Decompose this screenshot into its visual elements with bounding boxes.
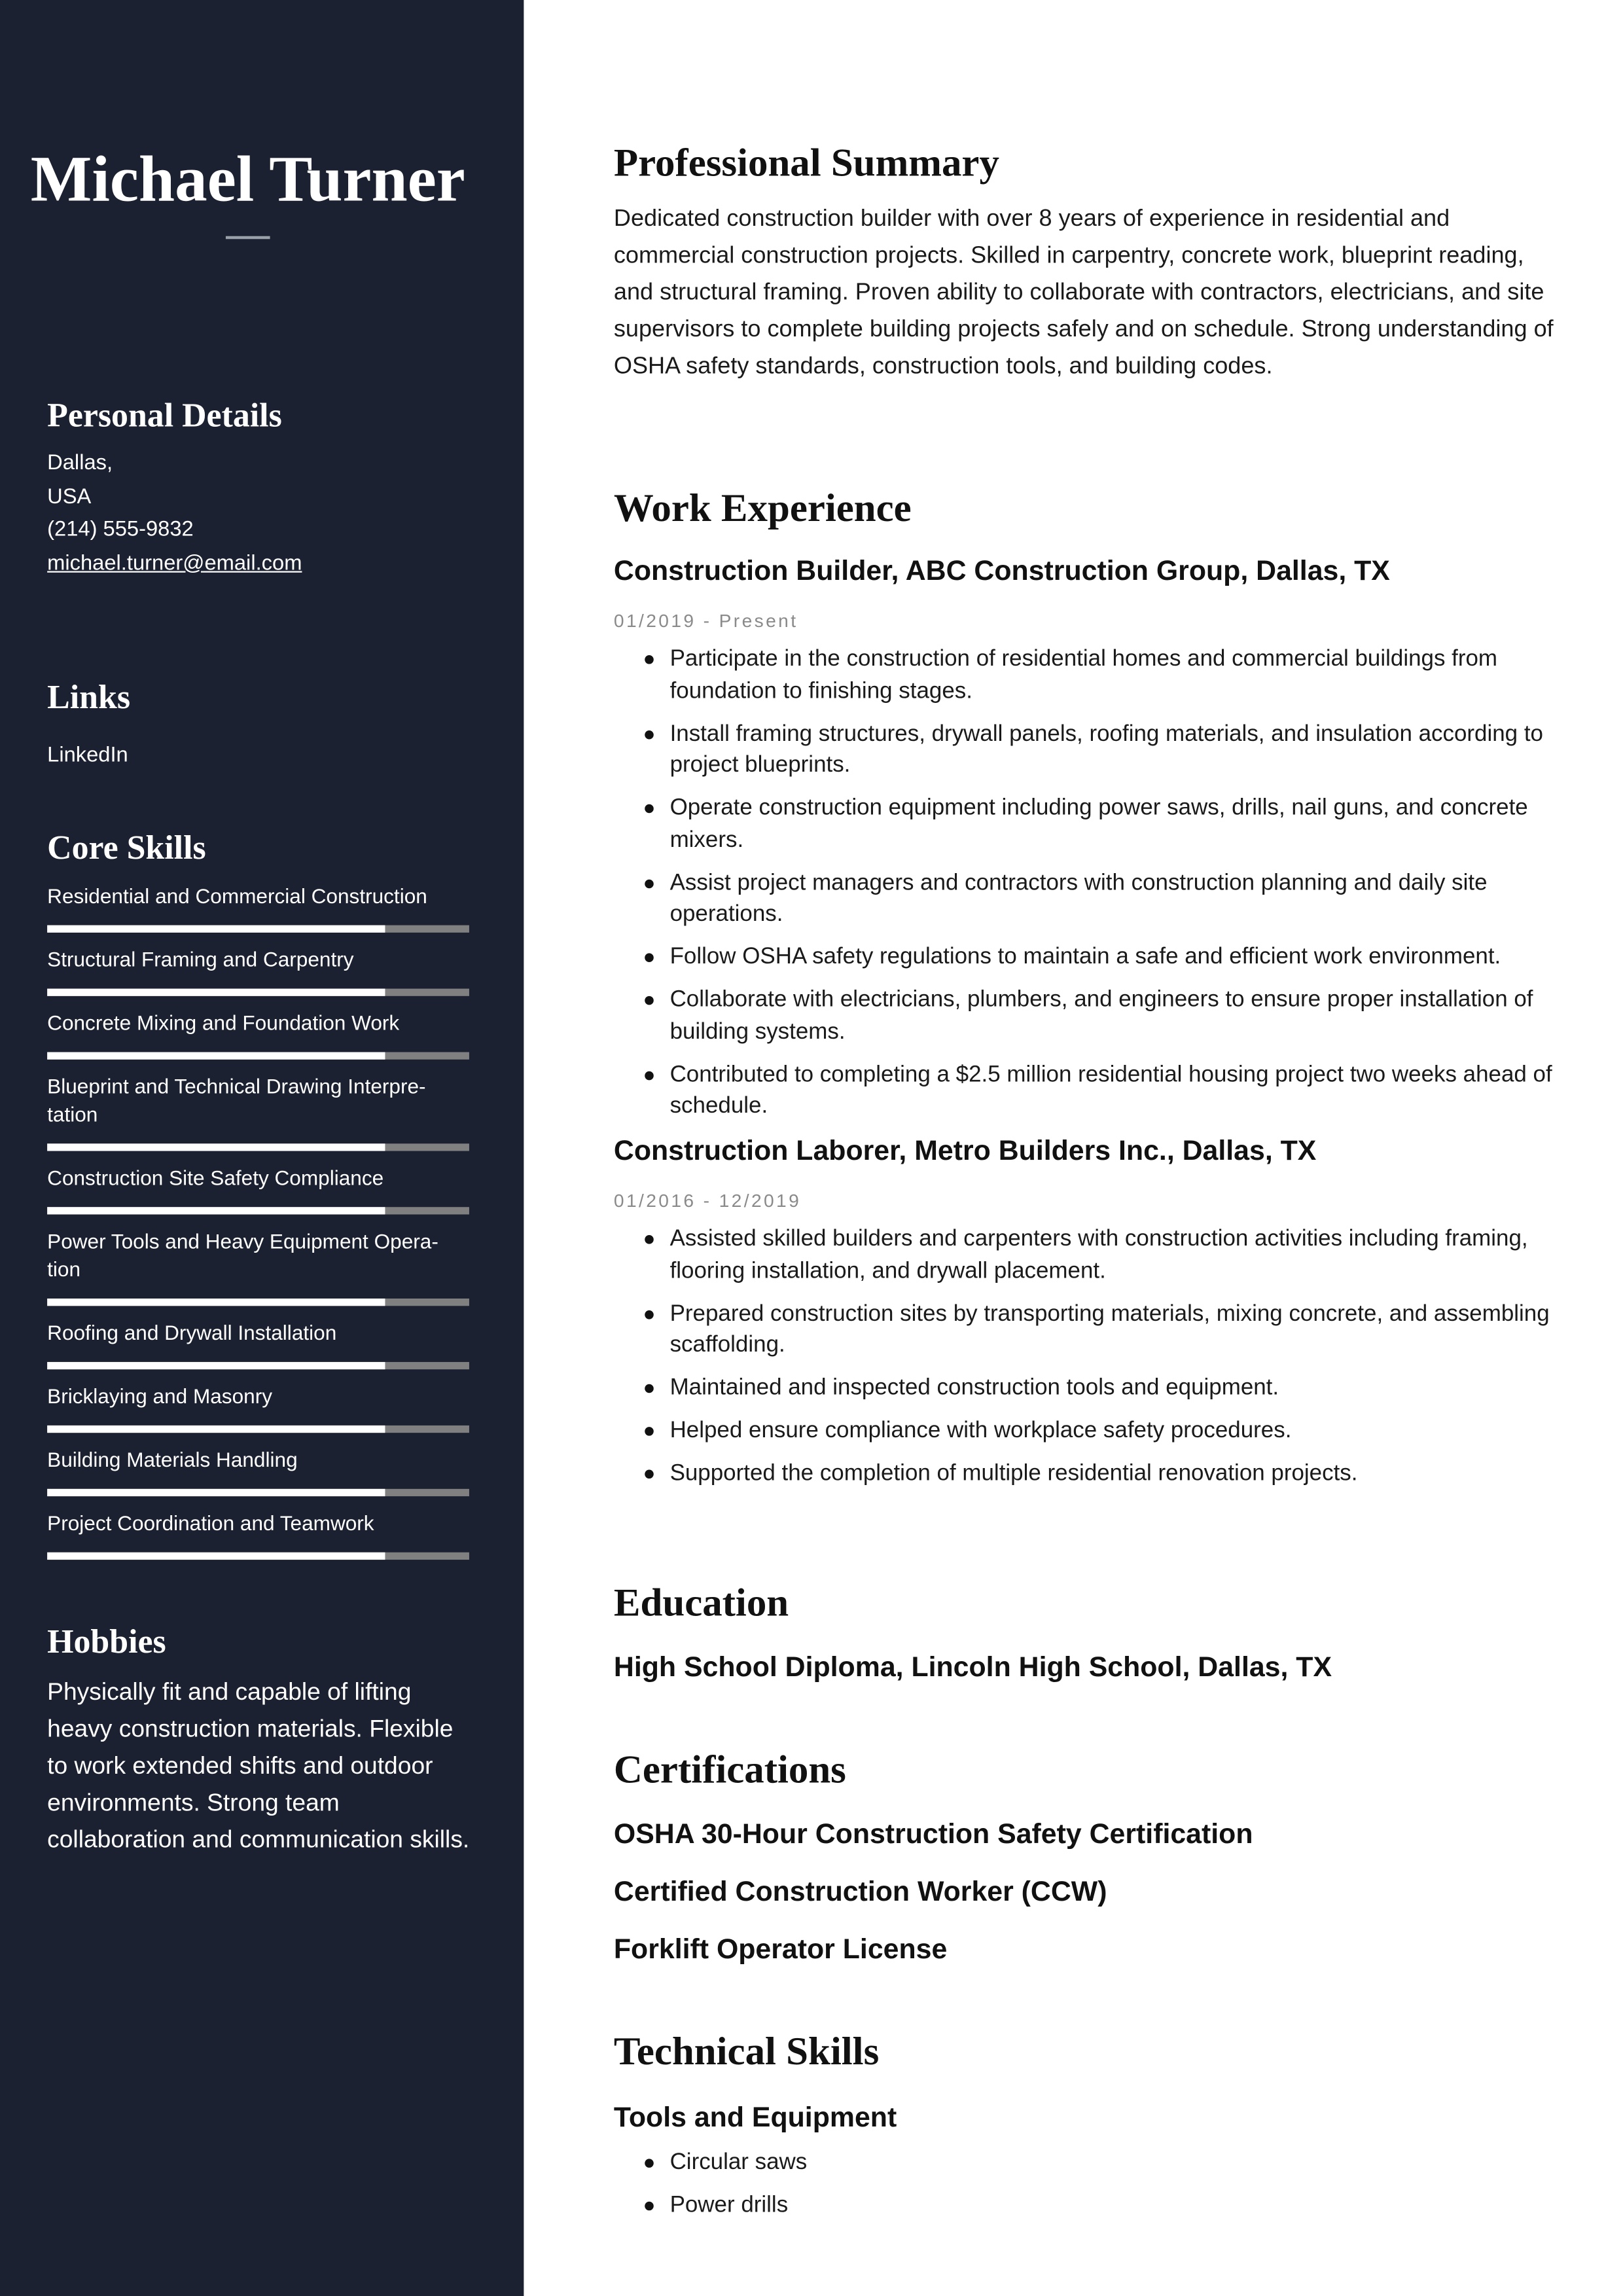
list-item [614, 718, 1558, 781]
bullet-icon [645, 655, 654, 664]
skill-item [47, 1383, 469, 1433]
tools-list [614, 2147, 1558, 2221]
technical-skills [614, 2100, 1558, 2233]
personal-details-heading: Personal Details [47, 397, 282, 434]
job-dates: 01/2019 - Present [613, 611, 798, 632]
skill-item [47, 1228, 469, 1306]
summary-text: Dedicated construction builder with over 8 years of experience in residential and commercial construction projects. Skilled in carpentry, concrete work, blueprint reading, and structural framing. Proven ability to collaborate with contractors, electricians, and site supervisors to complete building projects safely and on schedule. Strong understanding of OSHA safety standards, construction tools, and building codes. [613, 206, 1554, 379]
job-entry [614, 1133, 1558, 1489]
job-title: Construction Builder, ABC Construction Group, Dallas, TX [613, 556, 1390, 588]
list-item-text: Power drills [669, 2193, 789, 2218]
certifications-heading: Certifications [613, 1747, 846, 1792]
certification-entry: Certified Construction Worker (CCW) [613, 1876, 1107, 1909]
email-link[interactable]: michael.turner@email.com [47, 551, 302, 575]
list-item-text: Install framing structures, drywall panels, roofing materials, and insulation according to project blueprints. [669, 721, 1543, 778]
list-item-text: Assisted skilled builders and carpenters with construction activities including framing, flooring installation, and drywall placement. [669, 1226, 1528, 1283]
technical-skills-heading: Technical Skills [613, 2028, 880, 2073]
bullet-icon [645, 879, 654, 888]
skill-label: Building Materials Handling [47, 1447, 298, 1471]
skill-level-bar [47, 925, 469, 933]
skill-item [47, 1009, 469, 1060]
list-item [614, 1458, 1558, 1489]
education-entry: High School Diploma, Lincoln High School, Dallas, TX [613, 1653, 1332, 1684]
list-item-text: Contributed to completing a $2.5 million residential housing project two weeks ahead of schedule. [669, 1062, 1552, 1119]
skill-item [47, 882, 469, 933]
skill-level-bar [47, 1426, 469, 1433]
skill-label: Residential and Commercial Construction [47, 884, 427, 908]
phone: (214) 555-9832 [47, 518, 194, 542]
skill-label: Project Coordination and Teamwork [47, 1511, 374, 1535]
skill-label: Roofing and Drywall Installation [47, 1320, 337, 1344]
skill-level-fill [47, 1362, 385, 1369]
list-item-text: Participate in the construction of residential homes and commercial buildings from foundation to finishing stages. [669, 646, 1498, 704]
bullet-icon [645, 2159, 654, 2168]
bullet-icon [645, 953, 654, 962]
list-item-text: Maintained and inspected construction tools and equipment. [669, 1375, 1279, 1401]
sidebar [0, 0, 524, 2296]
personal-details [47, 447, 302, 580]
list-item [614, 1059, 1558, 1122]
job-entry [614, 553, 1558, 1122]
list-item [614, 1223, 1558, 1287]
job-bullets [614, 643, 1558, 1122]
certifications-list [614, 1816, 1558, 1989]
list-item [614, 1372, 1558, 1404]
skill-item [47, 1073, 469, 1151]
skill-level-fill [47, 1426, 385, 1433]
skill-level-fill [47, 925, 385, 933]
skill-level-fill [47, 1552, 385, 1560]
list-item-text: Follow OSHA safety regulations to maintain a safe and efficient work environment. [669, 944, 1501, 970]
skill-level-fill [47, 1143, 385, 1151]
summary-heading: Professional Summary [613, 140, 999, 185]
city: Dallas, [47, 451, 113, 475]
skill-level-bar [47, 989, 469, 996]
list-item-text: Supported the completion of multiple residential renovation projects. [669, 1460, 1358, 1486]
list-item-text: Assist project managers and contractors with construction planning and daily site operations. [669, 870, 1488, 927]
education-heading: Education [613, 1580, 789, 1625]
hobbies-heading: Hobbies [47, 1623, 166, 1660]
skill-level-fill [47, 1052, 385, 1059]
bullet-icon [645, 1470, 654, 1479]
bullet-icon [645, 1235, 654, 1244]
skill-level-fill [47, 1489, 385, 1496]
list-item [614, 793, 1558, 856]
work-experience-heading: Work Experience [613, 485, 912, 530]
bullet-icon [645, 730, 654, 739]
list-item [614, 2147, 1558, 2178]
skill-level-fill [47, 1207, 385, 1214]
job-bullets [614, 1223, 1558, 1490]
education-list [614, 1650, 1558, 1708]
tools-subheading: Tools and Equipment [613, 2102, 897, 2134]
hobbies-text: Physically fit and capable of lifting heavy construction materials. Flexible to work extended shifts and outdoor environments. Strong team collaboration and communication skills. [47, 1679, 470, 1854]
bullet-icon [645, 1310, 654, 1319]
job-dates: 01/2016 - 12/2019 [613, 1191, 802, 1211]
list-item-text: Helped ensure compliance with workplace safety procedures. [669, 1418, 1292, 1443]
links-heading: Links [47, 679, 130, 716]
bullet-icon [645, 1427, 654, 1436]
skill-label: Power Tools and Heavy Equipment Opera-tion [47, 1229, 438, 1281]
skill-label: Construction Site Safety Compliance [47, 1166, 384, 1190]
skill-level-bar [47, 1299, 469, 1306]
list-item [614, 984, 1558, 1048]
bullet-icon [645, 804, 654, 814]
list-item-text: Prepared construction sites by transporting materials, mixing concrete, and assembling scaffolding. [669, 1300, 1550, 1358]
list-item-text: Circular saws [669, 2149, 808, 2176]
job-title: Construction Laborer, Metro Builders Inc., Dallas, TX [613, 1136, 1317, 1168]
skill-item [47, 1164, 469, 1215]
list-item-text: Collaborate with electricians, plumbers, and engineers to ensure proper installation of building systems. [669, 987, 1533, 1045]
skill-item [47, 1446, 469, 1496]
skill-level-bar [47, 1362, 469, 1369]
skill-level-bar [47, 1489, 469, 1496]
candidate-name: Michael Turner [30, 143, 465, 216]
skill-level-bar [47, 1143, 469, 1151]
skill-label: Blueprint and Technical Drawing Interpre-tation [47, 1074, 426, 1126]
bullet-icon [645, 1071, 654, 1080]
list-item-text: Operate construction equipment including power saws, drills, nail guns, and concrete mixers. [669, 795, 1528, 852]
country: USA [47, 484, 92, 509]
list-item [614, 1415, 1558, 1446]
bullet-icon [645, 2202, 654, 2211]
skill-level-fill [47, 989, 385, 996]
work-experience-list [614, 553, 1558, 1500]
bullet-icon [645, 996, 654, 1005]
list-item [614, 867, 1558, 931]
list-item [614, 643, 1558, 707]
skill-item [47, 1319, 469, 1370]
skill-level-fill [47, 1299, 385, 1306]
certification-entry: Forklift Operator License [613, 1934, 948, 1966]
skill-label: Structural Framing and Carpentry [47, 947, 354, 971]
skill-level-bar [47, 1207, 469, 1214]
skill-label: Bricklaying and Masonry [47, 1384, 272, 1408]
skill-level-bar [47, 1552, 469, 1560]
linkedin-link[interactable]: LinkedIn [47, 744, 128, 768]
skill-level-bar [47, 1052, 469, 1059]
bullet-icon [645, 1384, 654, 1393]
list-item [614, 1298, 1558, 1361]
list-item [614, 2190, 1558, 2221]
skill-item [47, 946, 469, 996]
core-skills-list [47, 882, 469, 1573]
certification-entry: OSHA 30-Hour Construction Safety Certification [613, 1819, 1253, 1851]
name-divider [226, 236, 270, 240]
core-skills-heading: Core Skills [47, 829, 206, 867]
skill-label: Concrete Mixing and Foundation Work [47, 1011, 400, 1035]
skill-item [47, 1509, 469, 1560]
list-item [614, 941, 1558, 973]
